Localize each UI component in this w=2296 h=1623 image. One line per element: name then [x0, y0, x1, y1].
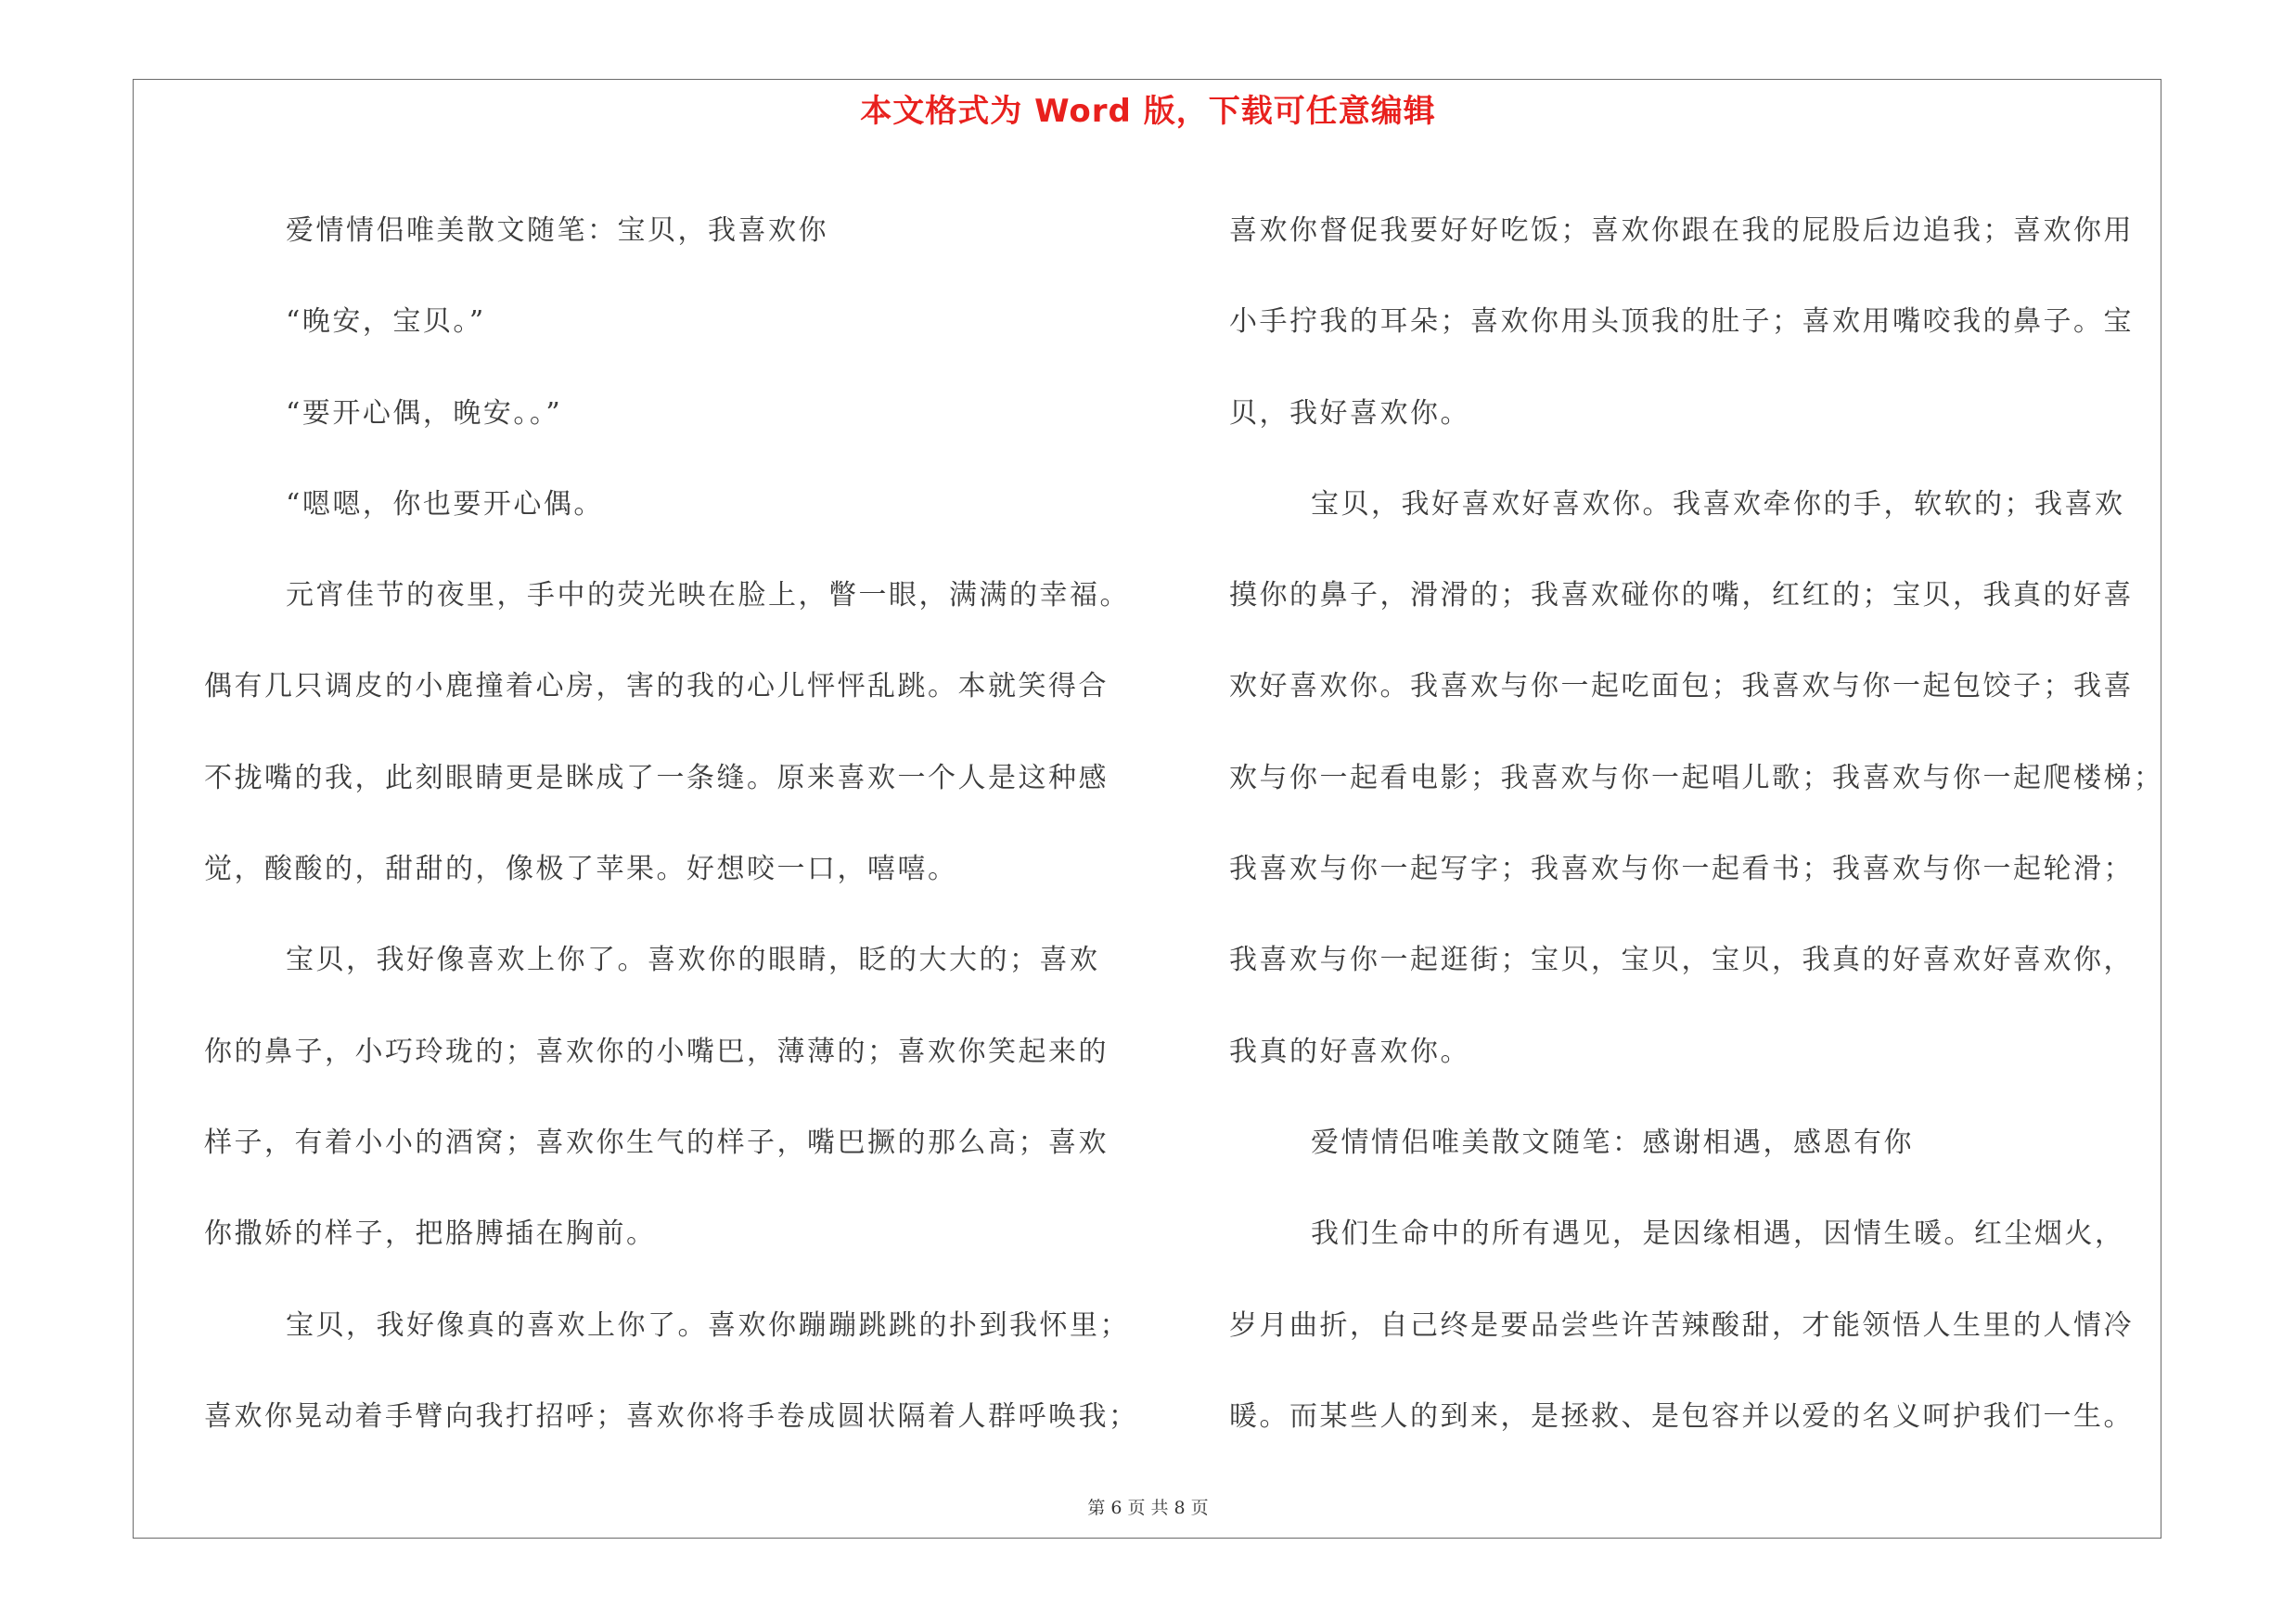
paragraph-line: 暖。而某些人的到来，是拯救、是包容并以爱的名义呵护我们一生。 — [1229, 1399, 2134, 1433]
paragraph-line: 样子，有着小小的酒窝；喜欢你生气的样子，嘴巴撅的那么高；喜欢 — [204, 1126, 1109, 1159]
page-number-footer: 第 6 页 共 8 页 — [1087, 1498, 1209, 1518]
document-header: 本文格式为 Word 版，下载可任意编辑 — [860, 93, 1436, 130]
paragraph-line: 喜欢你督促我要好好吃饭；喜欢你跟在我的屁股后边追我；喜欢你用 — [1229, 214, 2134, 247]
paragraph-line: 宝贝，我好喜欢好喜欢你。我喜欢牵你的手，软软的；我喜欢 — [1311, 487, 2125, 521]
paragraph-line: 岁月曲折，自己终是要品尝些许苦辣酸甜，才能领悟人生里的人情冷 — [1229, 1308, 2134, 1342]
left-column — [204, 186, 1141, 1462]
paragraph-line: “嗯嗯，你也要开心偶。 — [286, 487, 604, 521]
paragraph-line: 不拢嘴的我，此刻眼睛更是眯成了一条缝。原来喜欢一个人是这种感 — [204, 761, 1109, 794]
paragraph-line: 觉，酸酸的，甜甜的，像极了苹果。好想咬一口，嘻嘻。 — [204, 853, 958, 886]
paragraph-line: 我喜欢与你一起逛街；宝贝，宝贝，宝贝，我真的好喜欢好喜欢你， — [1229, 944, 2134, 977]
paragraph-line: 你撒娇的样子，把胳膊插在胸前。 — [204, 1217, 657, 1251]
paragraph-line: 你的鼻子，小巧玲珑的；喜欢你的小嘴巴，薄薄的；喜欢你笑起来的 — [204, 1035, 1109, 1068]
paragraph-line: 元宵佳节的夜里，手中的荧光映在脸上，瞥一眼，满满的幸福。 — [286, 579, 1130, 612]
paragraph-line: 摸你的鼻子，滑滑的；我喜欢碰你的嘴，红红的；宝贝，我真的好喜 — [1229, 579, 2134, 612]
paragraph-line: 宝贝，我好像喜欢上你了。喜欢你的眼睛，眨的大大的；喜欢 — [286, 944, 1100, 977]
paragraph-line: 我喜欢与你一起写字；我喜欢与你一起看书；我喜欢与你一起轮滑； — [1229, 853, 2134, 886]
paragraph-line: 欢好喜欢你。我喜欢与你一起吃面包；我喜欢与你一起包饺子；我喜 — [1229, 670, 2134, 703]
paragraph-line: “晚安，宝贝。” — [286, 305, 486, 339]
right-column — [1229, 186, 2166, 1462]
essay-title: 爱情情侣唯美散文随笔：感谢相遇，感恩有你 — [1311, 1126, 1914, 1159]
paragraph-line: 我真的好喜欢你。 — [1229, 1035, 1470, 1068]
essay-title: 爱情情侣唯美散文随笔：宝贝，我喜欢你 — [286, 214, 828, 247]
paragraph-line: 贝，我好喜欢你。 — [1229, 396, 1470, 430]
paragraph-line: “要开心偶，晚安。。” — [286, 396, 563, 430]
paragraph-line: 欢与你一起看电影；我喜欢与你一起唱儿歌；我喜欢与你一起爬楼梯； — [1229, 761, 2164, 794]
paragraph-line: 我们生命中的所有遇见，是因缘相遇，因情生暖。红尘烟火， — [1311, 1217, 2125, 1251]
paragraph-line: 偶有几只调皮的小鹿撞着心房，害的我的心儿怦怦乱跳。本就笑得合 — [204, 670, 1109, 703]
paragraph-line: 小手拧我的耳朵；喜欢你用头顶我的肚子；喜欢用嘴咬我的鼻子。宝 — [1229, 305, 2134, 339]
paragraph-line: 喜欢你晃动着手臂向我打招呼；喜欢你将手卷成圆状隔着人群呼唤我； — [204, 1399, 1139, 1433]
paragraph-line: 宝贝，我好像真的喜欢上你了。喜欢你蹦蹦跳跳的扑到我怀里； — [286, 1308, 1130, 1342]
